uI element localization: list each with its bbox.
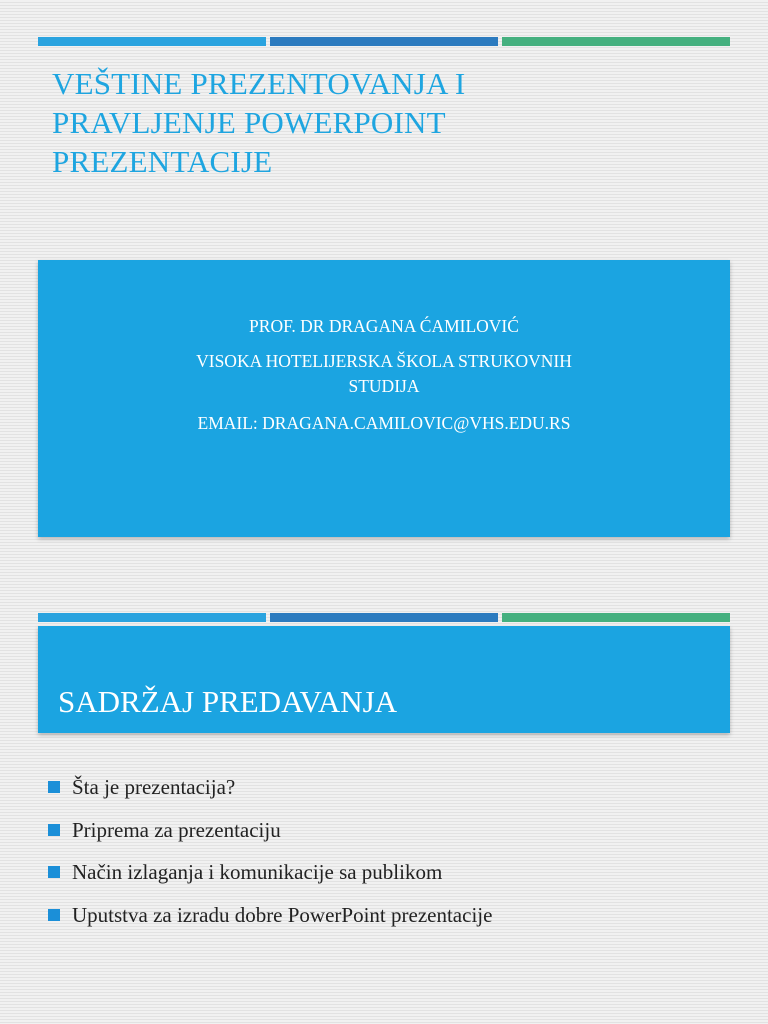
list-item: [48, 855, 492, 898]
accent-bar-dark-blue: [270, 613, 498, 622]
slide-1-title: [52, 64, 712, 181]
list-item-text: Šta je prezentacija?: [72, 775, 236, 799]
accent-bar-light-blue: [38, 613, 266, 622]
slide-2-title: SADRŽAJ PREDAVANJA: [58, 684, 398, 719]
square-bullet-icon: [48, 824, 60, 836]
accent-bar-green: [502, 613, 730, 622]
list-item-text: Način izlaganja i komunikacije sa publikom: [72, 860, 443, 884]
square-bullet-icon: [48, 909, 60, 921]
accent-bar-green: [502, 37, 730, 46]
author-info-box: [38, 260, 730, 537]
accent-bar-dark-blue: [270, 37, 498, 46]
institution-line-2: STUDIJA: [348, 376, 420, 396]
agenda-list: [48, 770, 492, 940]
author-name: PROF. DR DRAGANA ĆAMILOVIĆ: [249, 316, 519, 336]
title-line-1: VEŠTINE PREZENTOVANJA I: [52, 66, 466, 101]
slide-2-title-box: [38, 626, 730, 733]
list-item: [48, 813, 492, 856]
square-bullet-icon: [48, 781, 60, 793]
accent-bar-light-blue: [38, 37, 266, 46]
square-bullet-icon: [48, 866, 60, 878]
email-address: EMAIL: DRAGANA.CAMILOVIC@VHS.EDU.RS: [197, 413, 571, 433]
list-item-text: Priprema za prezentaciju: [72, 817, 281, 842]
title-line-3: PREZENTACIJE: [52, 144, 273, 179]
list-item: [48, 770, 492, 813]
title-line-2: PRAVLJENJE POWERPOINT: [52, 105, 446, 140]
list-item-text: Uputstva za izradu dobre PowerPoint prezentacije: [72, 902, 493, 927]
list-item: [48, 898, 492, 941]
institution-line-1: VISOKA HOTELIJERSKA ŠKOLA STRUKOVNIH: [196, 351, 572, 371]
